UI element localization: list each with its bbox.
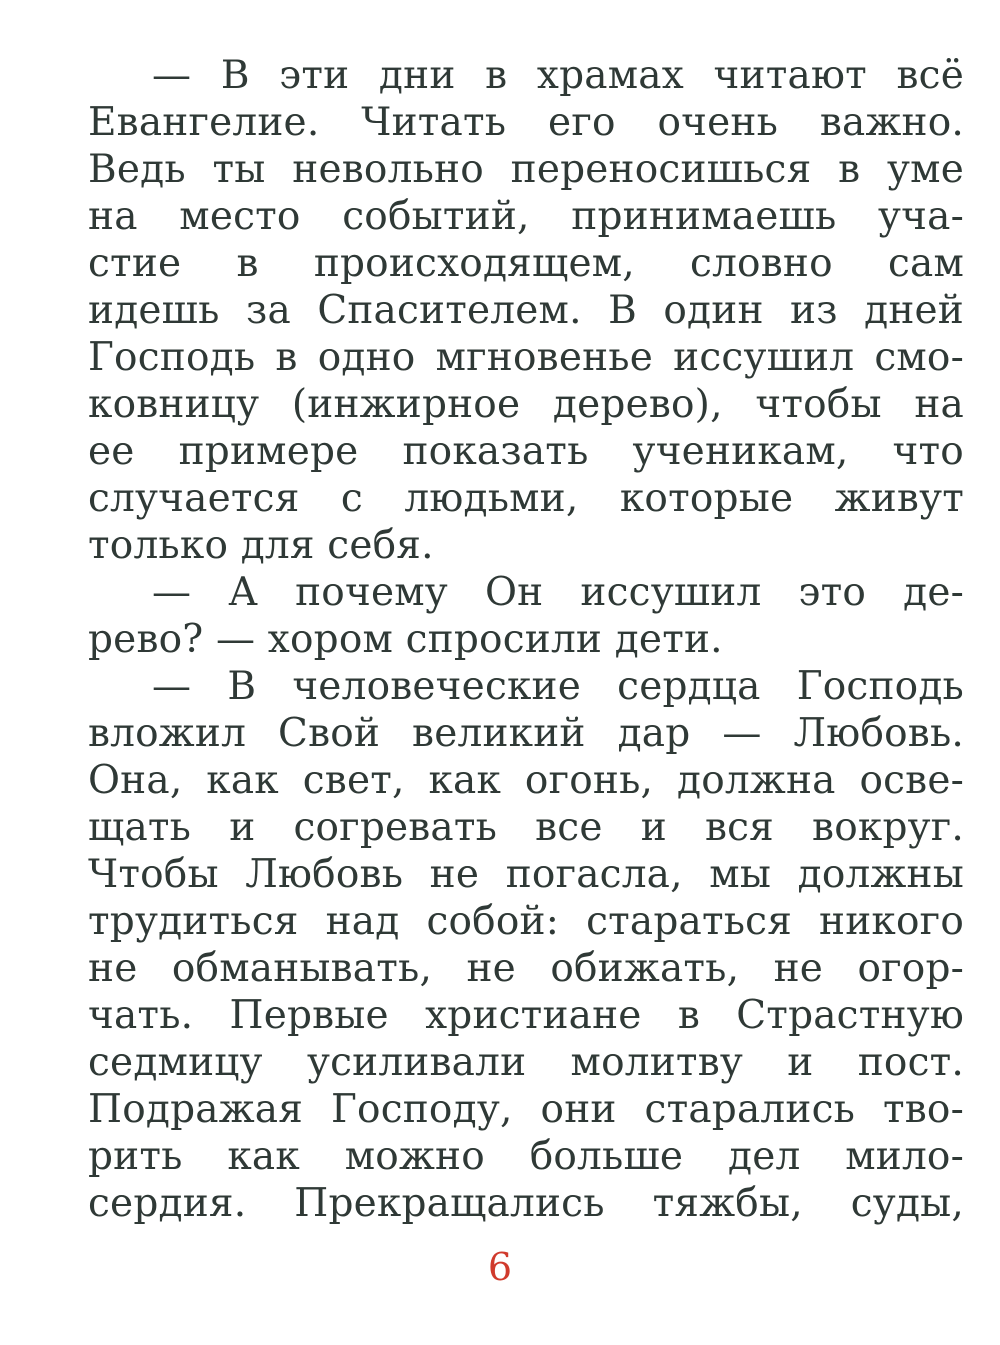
text-line: Она, как свет, как огонь, должна осве-	[88, 758, 964, 803]
text-line: трудиться над собой: стараться никого	[88, 899, 964, 944]
text-line: Чтобы Любовь не погасла, мы должны	[88, 852, 964, 897]
text-line: — А почему Он иссушил это де-	[152, 570, 964, 615]
text-line: чать. Первые христиане в Страстную	[88, 993, 964, 1038]
text-line: Евангелие. Читать его очень важно.	[88, 100, 964, 145]
text-line: рить как можно больше дел мило-	[88, 1134, 964, 1179]
text-line: щать и согревать все и вся вокруг.	[88, 805, 964, 850]
text-line: сердия. Прекращались тяжбы, суды,	[88, 1181, 964, 1226]
text-line: идешь за Спасителем. В один из дней	[88, 288, 964, 333]
text-line: ковницу (инжирное дерево), чтобы на	[88, 382, 964, 427]
page-number: 6	[487, 1245, 513, 1289]
text-line: — В эти дни в храмах читают всё	[152, 53, 964, 98]
text-line: седмицу усиливали молитву и пост.	[88, 1040, 964, 1085]
text-line: рево? — хором спросили дети.	[88, 617, 723, 662]
text-line: только для себя.	[88, 523, 434, 568]
body-text	[88, 52, 964, 1227]
text-line: вложил Свой великий дар — Любовь.	[88, 711, 964, 756]
text-line: не обманывать, не обижать, не огор-	[88, 946, 964, 991]
text-line: — В человеческие сердца Господь	[152, 664, 964, 709]
text-line: Подражая Господу, они старались тво-	[88, 1087, 964, 1132]
text-line: стие в происходящем, словно сам	[88, 241, 964, 286]
text-line: на место событий, принимаешь уча-	[88, 194, 964, 239]
text-line: Ведь ты невольно переносишься в уме	[88, 147, 964, 192]
text-line: ее примере показать ученикам, что	[88, 429, 964, 474]
text-line: Господь в одно мгновенье иссушил смо-	[88, 335, 964, 380]
text-line: случается с людьми, которые живут	[88, 476, 964, 521]
